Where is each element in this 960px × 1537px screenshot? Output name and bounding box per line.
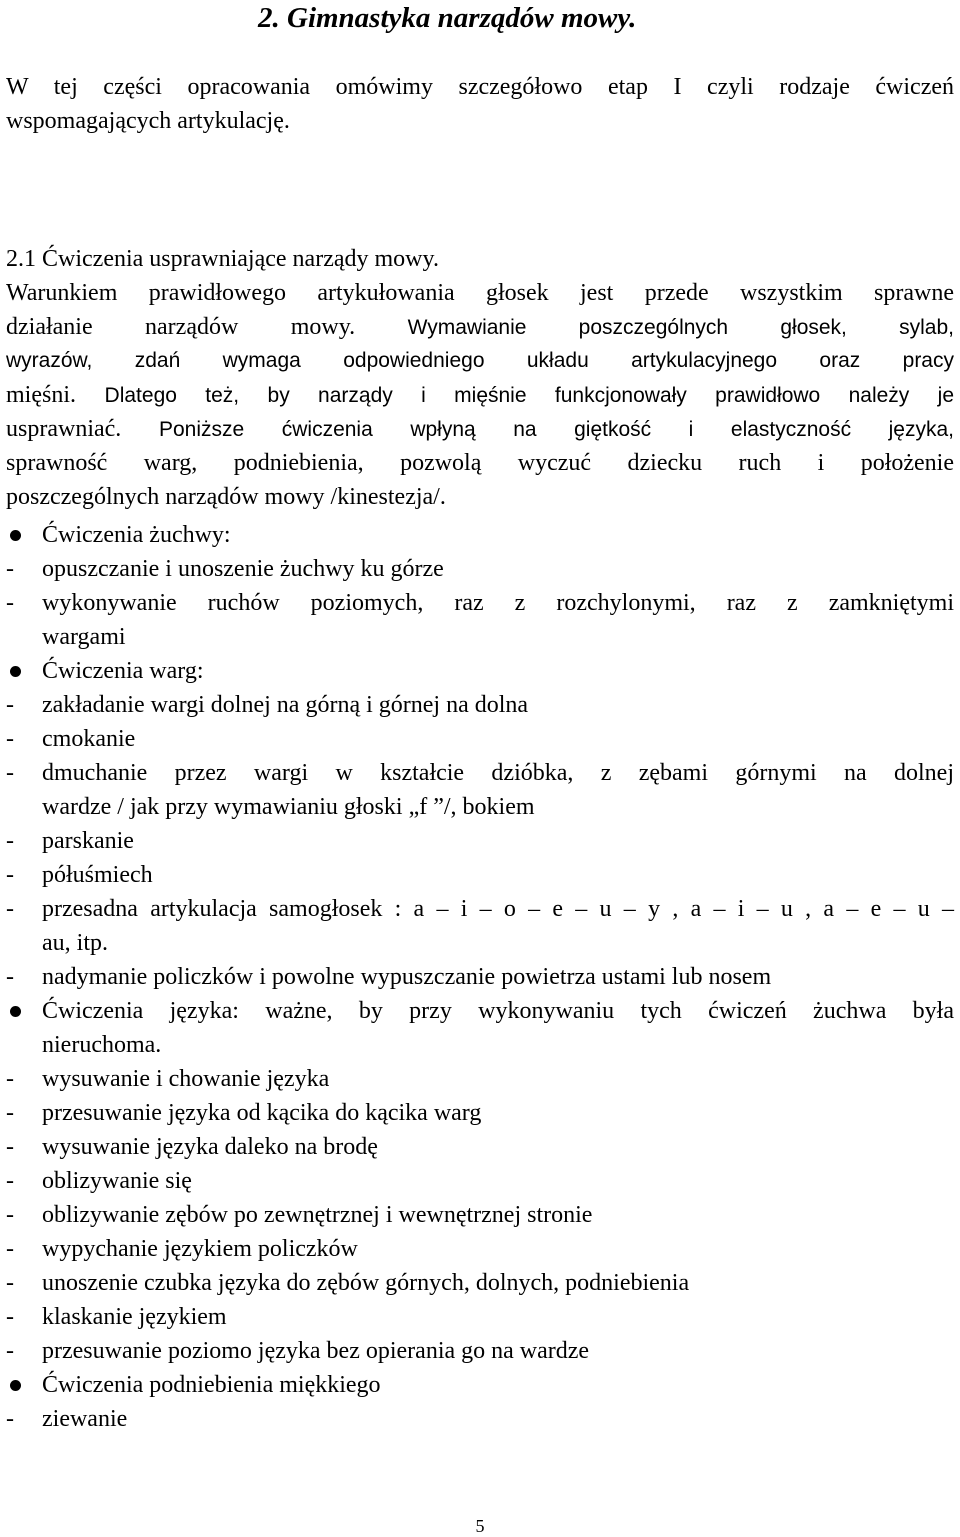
paragraph-line <box>6 412 954 446</box>
chapter-heading: 2. Gimnastyka narządów mowy. <box>258 2 637 34</box>
group-title-tongue-cont: nieruchoma. <box>42 1032 162 1058</box>
dash-marker: - <box>6 692 14 718</box>
dash-marker: - <box>6 556 14 582</box>
dash-marker: - <box>6 1202 14 1228</box>
dash-marker: - <box>6 1168 14 1194</box>
dash-marker: - <box>6 862 14 888</box>
dash-marker: - <box>6 1134 14 1160</box>
list-item: przesuwanie poziomo języka bez opierania go na wardze <box>42 1338 590 1364</box>
paragraph-segment: działanie narządów mowy. <box>6 314 356 340</box>
bullet-icon <box>10 1380 21 1391</box>
bullet-icon <box>10 1006 21 1017</box>
bullet-icon <box>10 530 21 541</box>
list-item-cont: wargami <box>42 624 126 650</box>
dash-marker: - <box>6 1304 14 1330</box>
group-title-lips: Ćwiczenia warg: <box>42 658 204 684</box>
paragraph-line <box>6 310 954 344</box>
list-item: dmuchanie przez wargi w kształcie dzióbka, z zębami górnymi na dolnej <box>42 760 954 786</box>
paragraph-segment: Dlatego też, by narządy i mięśnie funkcjonowały prawidłowo należy je <box>104 384 955 407</box>
dash-marker: - <box>6 828 14 854</box>
list-item: cmokanie <box>42 726 136 752</box>
dash-marker: - <box>6 896 14 922</box>
dash-marker: - <box>6 1100 14 1126</box>
list-item: unoszenie czubka języka do zębów górnych, dolnych, podniebienia <box>42 1270 690 1296</box>
dash-marker: - <box>6 1236 14 1262</box>
dash-marker: - <box>6 1338 14 1364</box>
dash-marker: - <box>6 590 14 616</box>
list-item-cont: au, itp. <box>42 930 108 956</box>
list-item: nadymanie policzków i powolne wypuszczanie powietrza ustami lub nosem <box>42 964 772 990</box>
group-title-tongue: Ćwiczenia języka: ważne, by przy wykonywaniu tych ćwiczeń żuchwa była <box>42 998 954 1024</box>
paragraph-segment: usprawniać. <box>6 416 122 442</box>
group-title-palate: Ćwiczenia podniebienia miękkiego <box>42 1372 381 1398</box>
list-item: wykonywanie ruchów poziomych, raz z rozchylonymi, raz z zamkniętymi <box>42 590 954 616</box>
dash-marker: - <box>6 1066 14 1092</box>
paragraph-line: Warunkiem prawidłowego artykułowania głosek jest przede wszystkim sprawne <box>6 280 954 306</box>
list-item: opuszczanie i unoszenie żuchwy ku górze <box>42 556 444 582</box>
dash-marker: - <box>6 964 14 990</box>
list-item: zakładanie wargi dolnej na górną i górnej na dolna <box>42 692 529 718</box>
intro-line: wspomagających artykulację. <box>6 108 290 134</box>
list-item: wysuwanie i chowanie języka <box>42 1066 330 1092</box>
group-title-jaw: Ćwiczenia żuchwy: <box>42 522 231 548</box>
list-item: parskanie <box>42 828 134 854</box>
dash-marker: - <box>6 726 14 752</box>
intro-line: W tej części opracowania omówimy szczegółowo etap I czyli rodzaje ćwiczeń <box>6 74 954 100</box>
paragraph-segment: Poniższe ćwiczenia wpłyną na giętkość i elastyczność języka, <box>159 418 954 441</box>
list-item: półuśmiech <box>42 862 153 888</box>
dash-marker: - <box>6 1406 14 1432</box>
paragraph-line <box>6 378 954 412</box>
list-item: klaskanie językiem <box>42 1304 227 1330</box>
page-number: 5 <box>475 1516 485 1536</box>
list-item: oblizywanie zębów po zewnętrznej i wewnętrznej stronie <box>42 1202 593 1228</box>
dash-marker: - <box>6 1270 14 1296</box>
paragraph-line: poszczególnych narządów mowy /kinestezja/. <box>6 484 446 510</box>
bullet-icon <box>10 666 21 677</box>
list-item: wypychanie językiem policzków <box>42 1236 358 1262</box>
dash-marker: - <box>6 760 14 786</box>
paragraph-line: sprawność warg, podniebienia, pozwolą wyczuć dziecku ruch i położenie <box>6 450 954 476</box>
list-item: oblizywanie się <box>42 1168 192 1194</box>
list-item: przesuwanie języka od kącika do kącika warg <box>42 1100 482 1126</box>
section-title: 2.1 Ćwiczenia usprawniające narządy mowy. <box>6 246 439 272</box>
list-item: ziewanie <box>42 1406 128 1432</box>
list-item-cont: wardze / jak przy wymawianiu głoski „f ”/, bokiem <box>42 794 535 820</box>
list-item: wysuwanie języka daleko na brodę <box>42 1134 378 1160</box>
paragraph-segment: mięśni. <box>6 382 76 408</box>
paragraph-segment: Wymawianie poszczególnych głosek, sylab, <box>407 316 954 339</box>
list-item: przesadna artykulacja samogłosek : a – i – o – e – u – y , a – i – u , a – e – u – <box>42 896 954 922</box>
paragraph-line: wyrazów, zdań wymaga odpowiedniego układu artykulacyjnego oraz pracy <box>6 349 954 372</box>
